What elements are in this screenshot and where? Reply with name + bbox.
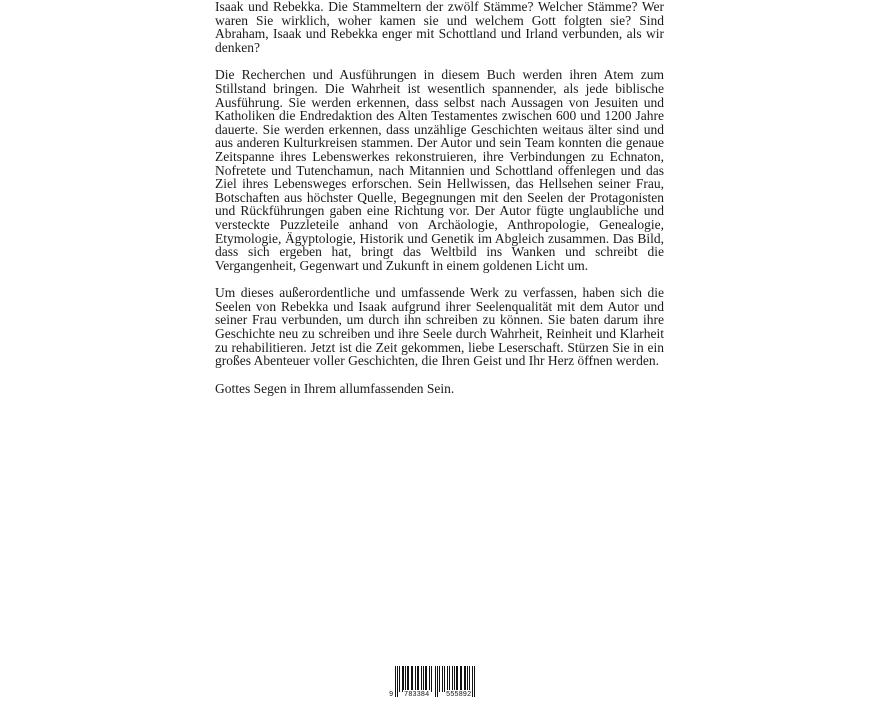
barcode-digits-left: 783384 (404, 691, 430, 699)
back-cover-text (215, 0, 664, 409)
paragraph-research: Die Recherchen und Ausführungen in diesem Buch werden ihren Atem zum Stillstand bringen. Die Wahrheit ist wesentlich spannender, als jede biblische Ausführung. Sie werden erkennen, dass selbst nach Aussagen von Jesuiten und Katholiken die Endredaktion des Alten Testamentes zwischen 600 und 1200 Jahre dauerte. Sie werden erkennen, dass unzählige Geschichten weitaus älter sind und aus anderen Kulturkreisen stammen. Der Autor und sein Team konnten die genaue Zeitspanne ihres Lebenswerkes rekonstruieren, ihre Verbindungen zu Echnaton, Nofretete und Tutenchamun, nach Mitannien und Schottland offenlegen und das Ziel ihres Lebensweges erforschen. Sein Hellwissen, das Hellsehen seiner Frau, Botschaften aus höchster Quelle, Begegnungen mit den Seelen der Protagonisten und Rückführungen gaben eine Richtung vor. Der Autor fügte unglaubliche und versteckte Puzzleteile anhand von Archäologie, Anthropologie, Genealogie, Etymologie, Ägyptologie, Historik und Genetik im Abgleich zusammen. Das Bild, dass sich ergeben hat, bringt das Weltbild ins Wanken und schreibt die Vergangenheit, Gegenwart und Zukunft in einem goldenen Licht um. (215, 67, 664, 273)
paragraph-souls: Um dieses außerordentliche und umfassende Werk zu verfassen, haben sich die Seelen von Rebekka und Isaak aufgrund ihrer Seelenqualität mit dem Autor und seiner Frau verbunden, um durch ihn schreiben zu können. Sie baten darum ihre Geschichte neu zu schreiben und ihre Seele durch Wahrheit, Reinheit und Klarheit zu rehabilitieren. Jetzt ist die Zeit gekommen, liebe Leserschaft. Stürzen Sie in ein großes Abenteuer voller Geschichten, die Ihren Geist und Ihr Herz öffnen werden. (215, 285, 664, 369)
barcode-digits-right: 555892 (446, 691, 472, 699)
paragraph-intro-questions: Isaak und Rebekka. Die Stammeltern der zwölf Stämme? Welcher Stämme? Wer waren Sie wirklich, woher kamen sie und welchem Gott folgten sie? Sind Abraham, Isaak und Rebekka enger mit Schottland und Irland verbunden, als wir denken? (215, 0, 664, 55)
barcode-digit-first: 9 (389, 691, 394, 699)
paragraph-blessing: Gottes Segen in Ihrem allumfassenden Sein. (215, 380, 455, 396)
isbn-barcode (389, 666, 489, 700)
